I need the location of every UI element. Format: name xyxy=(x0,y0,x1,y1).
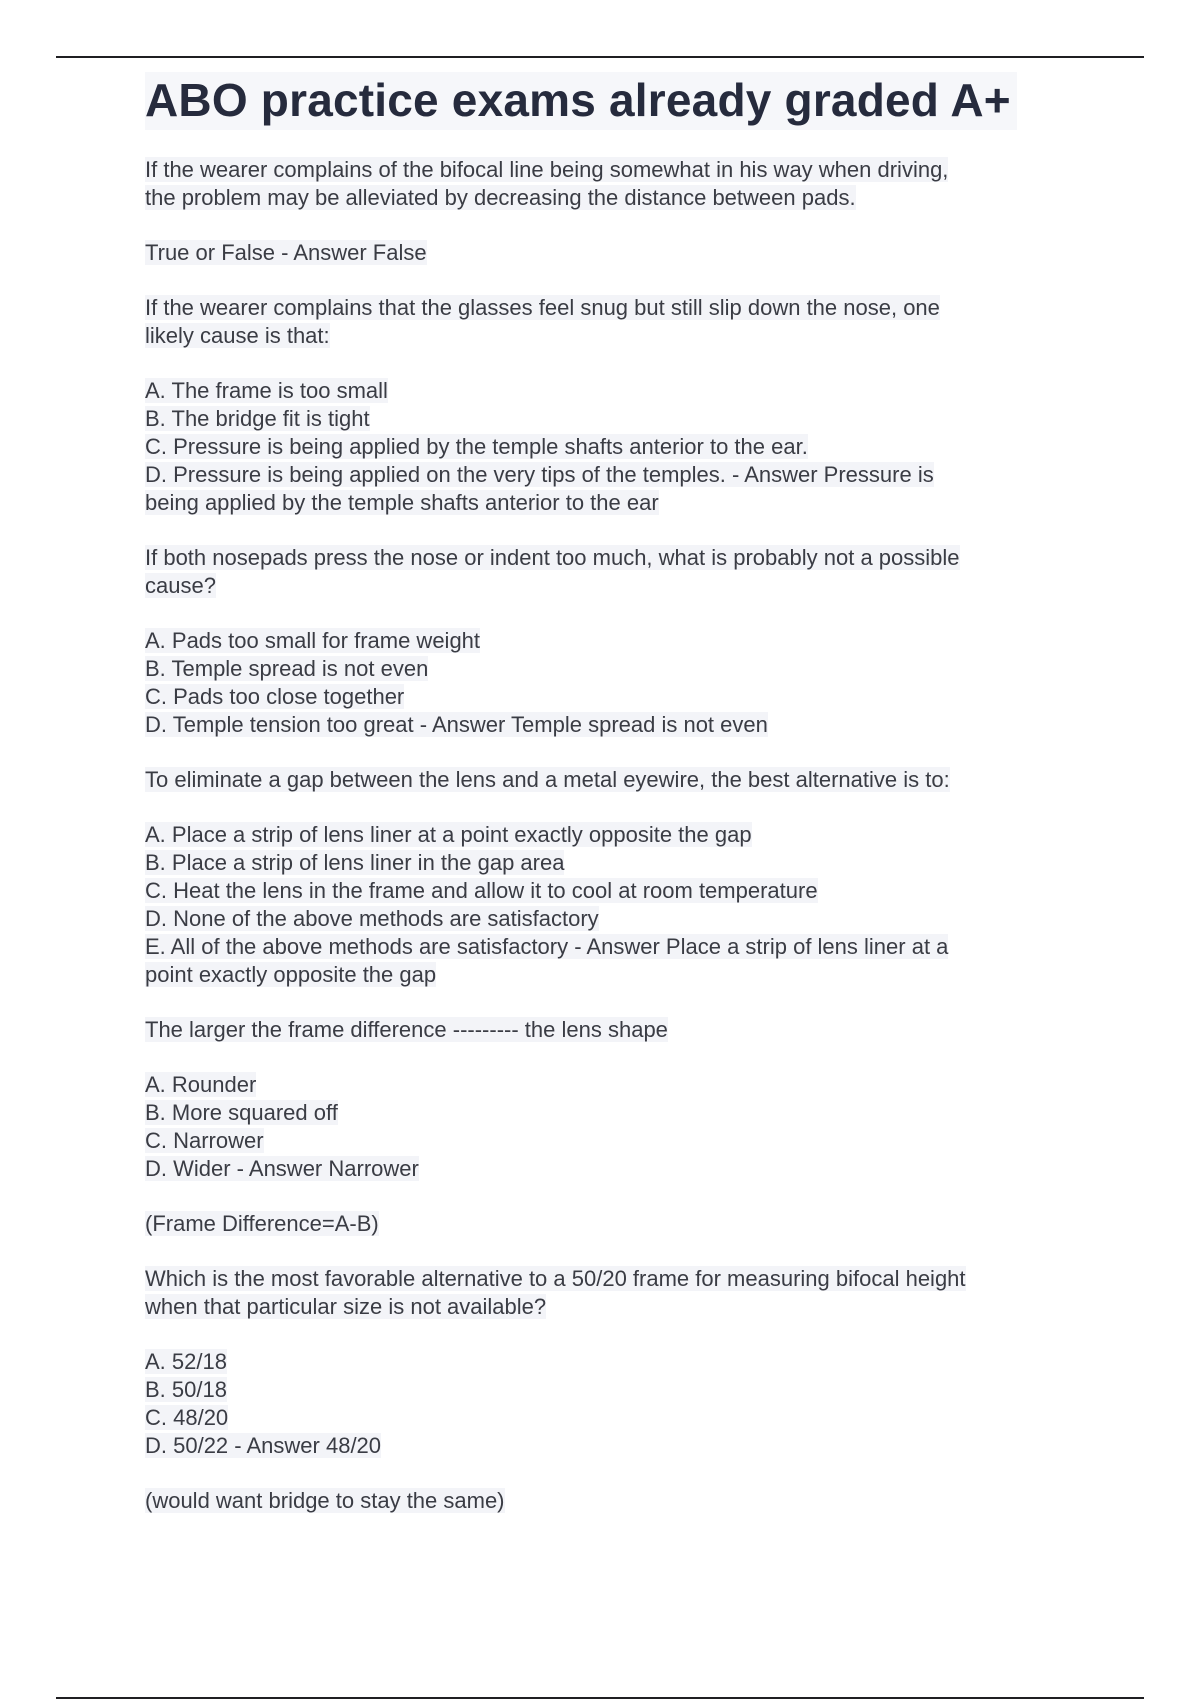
line-text: (Frame Difference=A-B) xyxy=(145,1211,379,1236)
line-text: D. Pressure is being applied on the very tips of the temples. - Answer Pressure is xyxy=(145,462,934,487)
line-text: A. Rounder xyxy=(145,1072,257,1097)
text-paragraph xyxy=(145,1348,1055,1460)
line-text: the problem may be alleviated by decreasing the distance between pads. xyxy=(145,185,856,210)
text-line xyxy=(145,461,1055,489)
line-text: A. The frame is too small xyxy=(145,378,388,403)
text-line xyxy=(145,683,1055,711)
text-line xyxy=(145,766,1055,794)
text-paragraph xyxy=(145,239,1055,267)
line-text: C. Pressure is being applied by the temple shafts anterior to the ear. xyxy=(145,434,808,459)
text-paragraph xyxy=(145,1265,1055,1321)
text-line xyxy=(145,877,1055,905)
text-line xyxy=(145,1155,1055,1183)
text-line xyxy=(145,1099,1055,1127)
line-text: A. 52/18 xyxy=(145,1349,227,1374)
text-line xyxy=(145,1376,1055,1404)
line-text: C. 48/20 xyxy=(145,1405,229,1430)
text-line xyxy=(145,849,1055,877)
text-paragraph xyxy=(145,1016,1055,1044)
document-body xyxy=(145,72,1055,1542)
text-line xyxy=(145,905,1055,933)
text-line xyxy=(145,1016,1055,1044)
text-line xyxy=(145,184,1055,212)
text-line xyxy=(145,239,1055,267)
line-text: cause? xyxy=(145,573,216,598)
text-line xyxy=(145,961,1055,989)
line-text: point exactly opposite the gap xyxy=(145,962,437,987)
line-text: Which is the most favorable alternative to a 50/20 frame for measuring bifocal height xyxy=(145,1266,966,1291)
text-line xyxy=(145,627,1055,655)
text-paragraph xyxy=(145,1071,1055,1183)
line-text: If the wearer complains of the bifocal line being somewhat in his way when driving, xyxy=(145,157,949,182)
line-text: likely cause is that: xyxy=(145,323,330,348)
bottom-divider xyxy=(56,1697,1144,1699)
line-text: If both nosepads press the nose or indent too much, what is probably not a possible xyxy=(145,545,960,570)
text-line xyxy=(145,1071,1055,1099)
text-line xyxy=(145,377,1055,405)
line-text: A. Pads too small for frame weight xyxy=(145,628,481,653)
text-paragraph xyxy=(145,156,1055,212)
line-text: B. Place a strip of lens liner in the gap area xyxy=(145,850,565,875)
line-text: (would want bridge to stay the same) xyxy=(145,1488,505,1513)
line-text: C. Pads too close together xyxy=(145,684,405,709)
text-line xyxy=(145,1265,1055,1293)
text-line xyxy=(145,156,1055,184)
text-line xyxy=(145,1432,1055,1460)
line-text: B. More squared off xyxy=(145,1100,338,1125)
line-text: B. The bridge fit is tight xyxy=(145,406,370,431)
line-text: The larger the frame difference --------- the lens shape xyxy=(145,1017,668,1042)
text-line xyxy=(145,322,1055,350)
text-line xyxy=(145,821,1055,849)
text-line xyxy=(145,711,1055,739)
line-text: C. Narrower xyxy=(145,1128,264,1153)
line-text: D. Temple tension too great - Answer Temple spread is not even xyxy=(145,712,768,737)
text-line xyxy=(145,294,1055,322)
text-line xyxy=(145,933,1055,961)
text-paragraph xyxy=(145,1210,1055,1238)
line-text: C. Heat the lens in the frame and allow it to cool at room temperature xyxy=(145,878,818,903)
line-text: To eliminate a gap between the lens and a metal eyewire, the best alternative is to: xyxy=(145,767,950,792)
text-line xyxy=(145,1210,1055,1238)
text-line xyxy=(145,572,1055,600)
line-text: B. 50/18 xyxy=(145,1377,227,1402)
text-paragraph xyxy=(145,377,1055,517)
line-text: E. All of the above methods are satisfactory - Answer Place a strip of lens liner at a xyxy=(145,934,949,959)
page-title: ABO practice exams already graded A+ xyxy=(145,72,1017,130)
text-line xyxy=(145,1404,1055,1432)
line-text: If the wearer complains that the glasses feel snug but still slip down the nose, one xyxy=(145,295,940,320)
text-line xyxy=(145,655,1055,683)
text-paragraph xyxy=(145,544,1055,600)
text-line xyxy=(145,1487,1055,1515)
text-line xyxy=(145,1127,1055,1155)
line-text: B. Temple spread is not even xyxy=(145,656,429,681)
text-paragraph xyxy=(145,766,1055,794)
question-list xyxy=(145,156,1055,1515)
text-line xyxy=(145,433,1055,461)
line-text: when that particular size is not available? xyxy=(145,1294,547,1319)
line-text: D. Wider - Answer Narrower xyxy=(145,1156,419,1181)
text-paragraph xyxy=(145,294,1055,350)
text-line xyxy=(145,1293,1055,1321)
line-text: True or False - Answer False xyxy=(145,240,427,265)
line-text: D. None of the above methods are satisfactory xyxy=(145,906,599,931)
top-divider xyxy=(56,56,1144,58)
text-line xyxy=(145,1348,1055,1376)
text-paragraph xyxy=(145,627,1055,739)
text-paragraph xyxy=(145,1487,1055,1515)
text-line xyxy=(145,405,1055,433)
text-line xyxy=(145,544,1055,572)
text-paragraph xyxy=(145,821,1055,989)
line-text: D. 50/22 - Answer 48/20 xyxy=(145,1433,382,1458)
text-line xyxy=(145,489,1055,517)
line-text: being applied by the temple shafts anterior to the ear xyxy=(145,490,659,515)
line-text: A. Place a strip of lens liner at a point exactly opposite the gap xyxy=(145,822,752,847)
